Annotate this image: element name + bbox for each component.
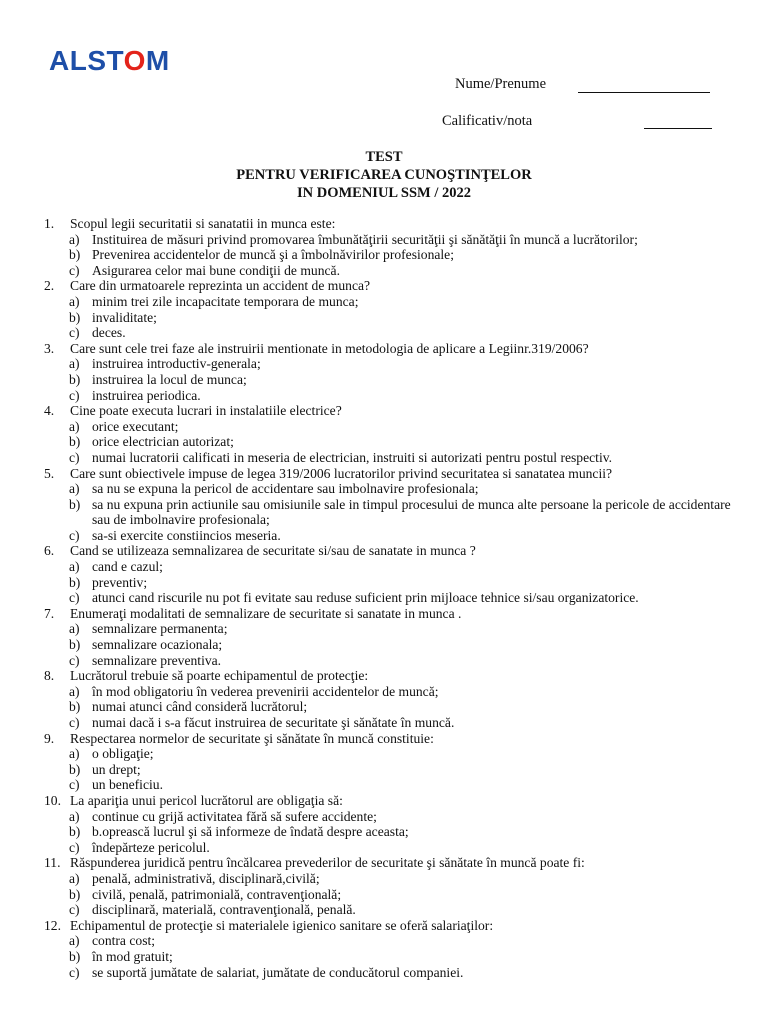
option-letter: c) — [69, 839, 80, 855]
answer-option — [44, 809, 744, 825]
option-letter: b) — [69, 637, 81, 653]
answer-option — [44, 715, 744, 731]
option-text: numai lucratorii calificati in meseria de electrician, instruiti si autorizati pentru postul respectiv. — [92, 449, 613, 465]
option-text: b.oprească lucrul şi să informeze de îndată despre aceasta; — [92, 824, 409, 840]
option-letter: b) — [69, 948, 81, 964]
option-text: Instituirea de măsuri privind promovarea îmbunătăţirii securităţii şi sănătăţii în muncă a lucrătorilor; — [92, 231, 638, 247]
option-letter: c) — [69, 325, 80, 341]
option-letter: a) — [69, 683, 80, 699]
answer-option — [44, 840, 744, 856]
option-text: instruirea la locul de munca; — [92, 371, 247, 387]
option-letter: c) — [69, 902, 80, 918]
answer-option — [44, 887, 744, 903]
answer-option — [44, 949, 744, 965]
option-letter: a) — [69, 746, 80, 762]
answer-option — [44, 684, 744, 700]
question-10 — [44, 793, 744, 809]
option-text: se suportă jumătate de salariat, jumătate de conducătorul companiei. — [92, 964, 464, 980]
option-letter: c) — [69, 527, 80, 543]
question-number: 9. — [44, 730, 55, 746]
company-logo: ALSTOM — [49, 45, 170, 76]
answer-option — [44, 450, 744, 466]
question-2 — [44, 278, 744, 294]
answer-option — [44, 528, 744, 544]
question-text: Respectarea normelor de securitate şi sănătate în muncă constituie: — [70, 730, 434, 746]
option-text: semnalizare preventiva. — [92, 652, 222, 668]
option-text: invaliditate; — [92, 309, 157, 325]
option-text: sa nu se expuna la pericol de accidentare sau imbolnavire profesionala; — [92, 481, 479, 497]
page-title-line-3: IN DOMENIUL SSM / 2022 — [296, 185, 472, 201]
option-letter: a) — [69, 808, 80, 824]
option-text: instruirea introductiv-generala; — [92, 356, 261, 372]
question-text: La apariţia unui pericol lucrătorul are obligaţia să: — [70, 792, 343, 808]
option-text: sa nu expuna prin actiunile sau omisiunile sale in timpul procesului de munca alte persoane la pericole de accidentare sau de imbolnavire profesionala; — [92, 496, 731, 528]
question-number: 11. — [44, 855, 61, 871]
option-text: semnalizare ocazionala; — [92, 637, 223, 653]
option-text: numai dacă i s-a făcut instruirea de securitate şi sănătate în muncă. — [92, 715, 455, 730]
option-text: atunci cand riscurile nu pot fi evitate sau reduse suficient prin mijloace tehnice si/sau organizatorice. — [92, 590, 639, 606]
question-7 — [44, 606, 744, 622]
answer-option — [44, 294, 744, 310]
option-letter: a) — [69, 293, 80, 309]
option-text: îndepărteze pericolul. — [92, 839, 210, 855]
answer-option — [44, 356, 744, 372]
question-number: 12. — [44, 917, 61, 933]
answer-option — [44, 824, 744, 840]
option-letter: a) — [69, 933, 80, 949]
option-text: Asigurarea celor mai bune condiţii de muncă. — [92, 262, 340, 278]
option-letter: b) — [69, 824, 81, 840]
answer-option — [44, 933, 744, 949]
answer-option — [44, 481, 744, 497]
question-text: Enumeraţi modalitati de semnalizare de securitate si sanatate in munca . — [70, 605, 462, 621]
answer-option — [44, 637, 744, 653]
option-text: orice electrician autorizat; — [92, 434, 234, 450]
option-text: preventiv; — [92, 574, 148, 590]
option-letter: a) — [69, 231, 80, 247]
answer-option — [44, 621, 744, 637]
option-text: un drept; — [92, 761, 141, 777]
answer-option — [44, 263, 744, 279]
option-letter: c) — [69, 715, 80, 730]
question-number: 6. — [44, 543, 55, 559]
option-letter: b) — [69, 699, 81, 715]
answer-option — [44, 325, 744, 341]
answer-option — [44, 434, 744, 450]
option-letter: b) — [69, 574, 81, 590]
answer-option — [44, 388, 744, 404]
question-4 — [44, 403, 744, 419]
question-number: 1. — [44, 216, 55, 231]
option-text: o obligaţie; — [92, 746, 154, 762]
option-letter: c) — [69, 590, 80, 606]
option-text: instruirea periodica. — [92, 387, 201, 403]
page-title-line-2: PENTRU VERIFICAREA CUNOŞTINŢELOR — [236, 167, 532, 183]
option-letter: c) — [69, 652, 80, 668]
option-letter: c) — [69, 964, 80, 980]
answer-option — [44, 559, 744, 575]
question-number: 5. — [44, 465, 55, 481]
answer-option — [44, 310, 744, 326]
option-text: minim trei zile incapacitate temporara de munca; — [92, 293, 359, 309]
option-text: disciplinară, materială, contravenţională, penală. — [92, 902, 356, 918]
answer-option — [44, 247, 744, 263]
option-text: deces. — [92, 325, 126, 341]
option-letter: b) — [69, 371, 81, 387]
question-number: 3. — [44, 340, 55, 356]
option-letter: b) — [69, 886, 81, 902]
option-text: contra cost; — [92, 933, 156, 949]
grade-blank-line — [644, 128, 712, 129]
answer-option — [44, 653, 744, 669]
option-text: civilă, penală, patrimonială, contravenţională; — [92, 886, 342, 902]
name-blank-line — [578, 92, 710, 93]
option-text: numai atunci când consideră lucrătorul; — [92, 699, 308, 715]
answer-option — [44, 699, 744, 715]
option-text: orice executant; — [92, 418, 179, 434]
answer-option — [44, 575, 744, 591]
option-letter: c) — [69, 387, 80, 403]
question-1 — [44, 216, 744, 232]
question-8 — [44, 668, 744, 684]
option-letter: c) — [69, 449, 80, 465]
option-letter: b) — [69, 434, 81, 450]
grade-label: Calificativ/nota — [442, 113, 533, 129]
option-text: penală, administrativă, disciplinară,civilă; — [92, 870, 320, 886]
option-text: cand e cazul; — [92, 559, 163, 575]
option-text: continue cu grijă activitatea fără să sufere accidente; — [92, 808, 377, 824]
answer-option — [44, 777, 744, 793]
option-text: sa-si exercite constiincios meseria. — [92, 527, 281, 543]
answer-option — [44, 372, 744, 388]
option-text: în mod obligatoriu în vederea prevenirii accidentelor de muncă; — [92, 683, 439, 699]
question-text: Echipamentul de protecţie si materialele igienico sanitare se oferă salariaţilor: — [70, 917, 494, 933]
question-text: Cand se utilizeaza semnalizarea de securitate si/sau de sanatate in munca ? — [70, 543, 476, 559]
option-letter: b) — [69, 496, 81, 512]
option-letter: a) — [69, 481, 80, 497]
answer-option — [44, 232, 744, 248]
question-list — [44, 216, 744, 980]
question-number: 2. — [44, 278, 55, 294]
option-letter: b) — [69, 247, 81, 263]
page-title-line-1: TEST — [365, 149, 403, 165]
option-text: în mod gratuit; — [92, 948, 173, 964]
question-number: 4. — [44, 403, 55, 419]
answer-option — [44, 902, 744, 918]
option-letter: a) — [69, 356, 80, 372]
question-number: 7. — [44, 605, 55, 621]
option-letter: a) — [69, 559, 80, 575]
name-label: Nume/Prenume — [455, 76, 547, 92]
question-text: Lucrătorul trebuie să poarte echipamentul de protecţie: — [70, 668, 369, 684]
option-letter: b) — [69, 761, 81, 777]
question-number: 8. — [44, 668, 55, 684]
question-text: Care sunt obiectivele impuse de legea 319/2006 lucratorilor privind securitatea si sanatatea muncii? — [70, 465, 613, 481]
question-6 — [44, 543, 744, 559]
question-5 — [44, 466, 744, 482]
question-9 — [44, 731, 744, 747]
question-text: Scopul legii securitatii si sanatatii in munca este: — [70, 216, 336, 231]
answer-option — [44, 497, 744, 528]
option-letter: b) — [69, 309, 81, 325]
question-12 — [44, 918, 744, 934]
answer-option — [44, 965, 744, 981]
answer-option — [44, 419, 744, 435]
question-11 — [44, 855, 744, 871]
answer-option — [44, 871, 744, 887]
option-letter: a) — [69, 621, 80, 637]
option-letter: a) — [69, 870, 80, 886]
question-3 — [44, 341, 744, 357]
option-letter: c) — [69, 262, 80, 278]
answer-option — [44, 590, 744, 606]
question-text: Care din urmatoarele reprezinta un accident de munca? — [70, 278, 371, 294]
answer-option — [44, 762, 744, 778]
answer-option — [44, 746, 744, 762]
question-number: 10. — [44, 792, 61, 808]
option-text: un beneficiu. — [92, 777, 163, 793]
option-letter: a) — [69, 418, 80, 434]
option-text: Prevenirea accidentelor de muncă şi a îmbolnăvirilor profesionale; — [92, 247, 454, 263]
option-text: semnalizare permanenta; — [92, 621, 228, 637]
question-text: Răspunderea juridică pentru încălcarea prevederilor de securitate şi sănătate în muncă poate fi: — [70, 855, 585, 871]
question-text: Care sunt cele trei faze ale instruirii mentionate in metodologia de aplicare a Legiinr.319/2006? — [70, 340, 589, 356]
question-text: Cine poate executa lucrari in instalatiile electrice? — [70, 403, 342, 419]
option-letter: c) — [69, 777, 80, 793]
